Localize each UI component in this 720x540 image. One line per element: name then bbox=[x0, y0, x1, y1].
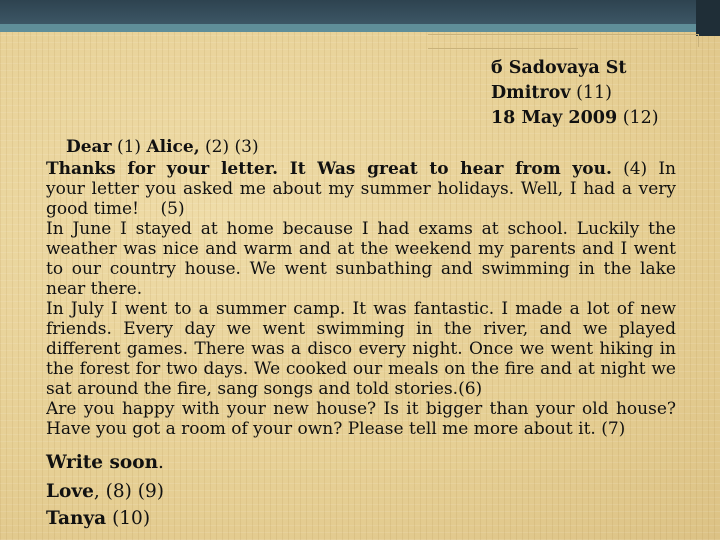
closing-love bbox=[46, 481, 164, 503]
body-line: Are you happy with your new house? Is it bigger than your old house? bbox=[46, 399, 676, 419]
address-date-line bbox=[491, 108, 659, 128]
slide-top-accent bbox=[0, 24, 720, 32]
address-city-mark: (11) bbox=[576, 83, 613, 103]
love-text: Love bbox=[46, 481, 94, 502]
closing-write-soon bbox=[46, 452, 164, 474]
address-street: б Sadovaya St bbox=[491, 58, 627, 78]
thanks-text: Thanks for your letter. It Was great to hear from you. bbox=[46, 159, 612, 179]
body-line: In June I stayed at home because I had exams at school. Luckily the bbox=[46, 219, 676, 239]
body-line: sat around the fire, sang songs and told stories.(6) bbox=[46, 379, 483, 399]
body-line: Have you got a room of your own? Please tell me more about it. (7) bbox=[46, 419, 626, 439]
decorative-line bbox=[428, 48, 578, 49]
love-marks: , (8) (9) bbox=[93, 481, 164, 502]
body-line: the forest for two days. We cooked our meals on the fire and at night we bbox=[46, 359, 676, 379]
letter-date: 18 May 2009 bbox=[491, 108, 618, 128]
body-line: weather was nice and warm and at the weekend my parents and I went bbox=[46, 239, 676, 259]
body-line: In July I went to a summer camp. It was fantastic. I made a lot of new bbox=[46, 299, 676, 319]
greeting-dear: Dear bbox=[66, 137, 112, 157]
write-soon-text: Write soon bbox=[46, 452, 159, 473]
greeting-line bbox=[66, 137, 259, 157]
decorative-bracket bbox=[428, 34, 699, 47]
body-line: near there. bbox=[46, 279, 143, 299]
body-line: friends. Every day we went swimming in the river, and we played bbox=[46, 319, 676, 339]
signature-mark: (10) bbox=[112, 508, 151, 529]
letter-date-mark: (12) bbox=[622, 108, 659, 128]
body-line: good time! (5) bbox=[46, 199, 185, 219]
write-soon-dot: . bbox=[158, 452, 164, 473]
greeting-name: Alice, bbox=[146, 137, 200, 157]
address-city: Dmitrov bbox=[491, 83, 571, 103]
body-line: different games. There was a disco every night. Once we went hiking in bbox=[46, 339, 676, 359]
signature-name: Tanya bbox=[46, 508, 107, 529]
slide-top-bar bbox=[0, 0, 720, 24]
body-line: your letter you asked me about my summer holidays. Well, I had a very bbox=[46, 179, 676, 199]
body-line: to our country house. We went sunbathing and swimming in the lake bbox=[46, 259, 676, 279]
greeting-mark: (1) bbox=[116, 137, 142, 157]
closing-signature bbox=[46, 508, 150, 530]
address-city-line bbox=[491, 83, 612, 103]
thanks-mark: (4) In bbox=[623, 159, 676, 179]
thanks-line bbox=[46, 159, 676, 179]
slide-corner-block bbox=[696, 0, 720, 36]
greeting-marks: (2) (3) bbox=[205, 137, 259, 157]
